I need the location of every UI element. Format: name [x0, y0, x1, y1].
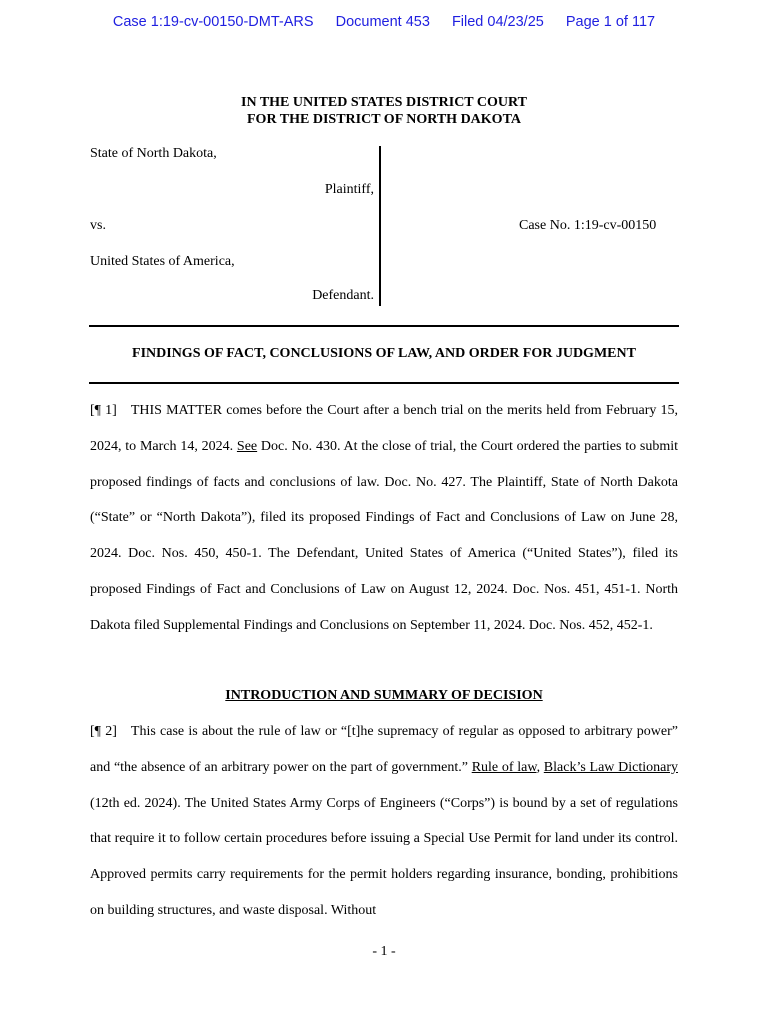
paragraph-text: Doc. No. 430. At the close of trial, the Court ordered the parties to submit proposed findings of facts and conclusions of law. Doc. No. 427. The Plaintiff, State of North Dakota (“State” or “North Dakota”), filed its proposed Findings of Fact and Conclusions of Law on June 28, 2024. Doc. Nos. 450, 450-1. The Defendant, United States of America (“United States”), filed its proposed Findings of Fact and Conclusions of Law on August 12, 2024. Doc. Nos. 451, 451-1. North Dakota filed Supplemental Findings and Conclusions on September 11, 2024. Doc. Nos. 452, 452-1.: [90, 438, 678, 633]
citation-signal: See: [236, 438, 258, 454]
paragraph-text: This case is about the rule of law or “[t]he supremacy of regular as opposed to arbitrary power” and “the absence of an arbitrary power on the part of government.”: [90, 724, 679, 775]
paragraph-number: [¶ 2]: [90, 724, 117, 739]
court-heading-line-2: FOR THE DISTRICT OF NORTH DAKOTA: [247, 112, 521, 127]
paragraph-text: (12th ed. 2024). The United States Army Corps of Engineers (“Corps”) is bound by a set of regulations that require it to follow certain procedures before issuing a Special Use Permit for land under its control. Approved permits carry requirements for the permit holders regarding insurance, bonding, prohibitions on building structures, and waste disposal. Without: [90, 795, 678, 918]
document-title: FINDINGS OF FACT, CONCLUSIONS OF LAW, AND ORDER FOR JUDGMENT: [132, 346, 636, 361]
citation-source: Black’s Law Dictionary: [543, 759, 678, 775]
court-heading: [0, 94, 768, 128]
paragraph-2: [90, 714, 678, 929]
defendant-name: United States of America,: [90, 254, 235, 269]
paragraph-1: [90, 393, 678, 644]
paragraph-text: THIS MATTER comes before the Court after a bench trial on the merits held from February 15, 2024, to March 14, 2024.: [90, 403, 678, 454]
defendant-role: Defendant.: [312, 288, 374, 303]
ecf-document-number: Document 453: [335, 14, 430, 30]
citation-separator: ,: [536, 759, 544, 775]
case-number: Case No. 1:19-cv-00150: [519, 218, 657, 233]
ecf-filed-date: Filed 04/23/25: [451, 14, 544, 30]
citation-title: Rule of law: [471, 759, 537, 775]
versus-label: vs.: [90, 218, 106, 233]
title-rule-top: [89, 325, 679, 327]
caption-divider: [379, 146, 381, 306]
section-heading: INTRODUCTION AND SUMMARY OF DECISION: [225, 688, 543, 703]
ecf-filing-header: [0, 14, 768, 30]
title-rule-bottom: [89, 382, 679, 384]
plaintiff-role: Plaintiff,: [324, 182, 374, 197]
ecf-page-count: Page 1 of 117: [565, 14, 656, 30]
case-caption-parties: [90, 146, 374, 306]
page-number: - 1 -: [372, 944, 396, 959]
paragraph-number: [¶ 1]: [90, 403, 117, 418]
ecf-case-number: Case 1:19-cv-00150-DMT-ARS: [112, 14, 314, 30]
court-heading-line-1: IN THE UNITED STATES DISTRICT COURT: [241, 95, 527, 110]
plaintiff-name: State of North Dakota,: [90, 146, 217, 161]
